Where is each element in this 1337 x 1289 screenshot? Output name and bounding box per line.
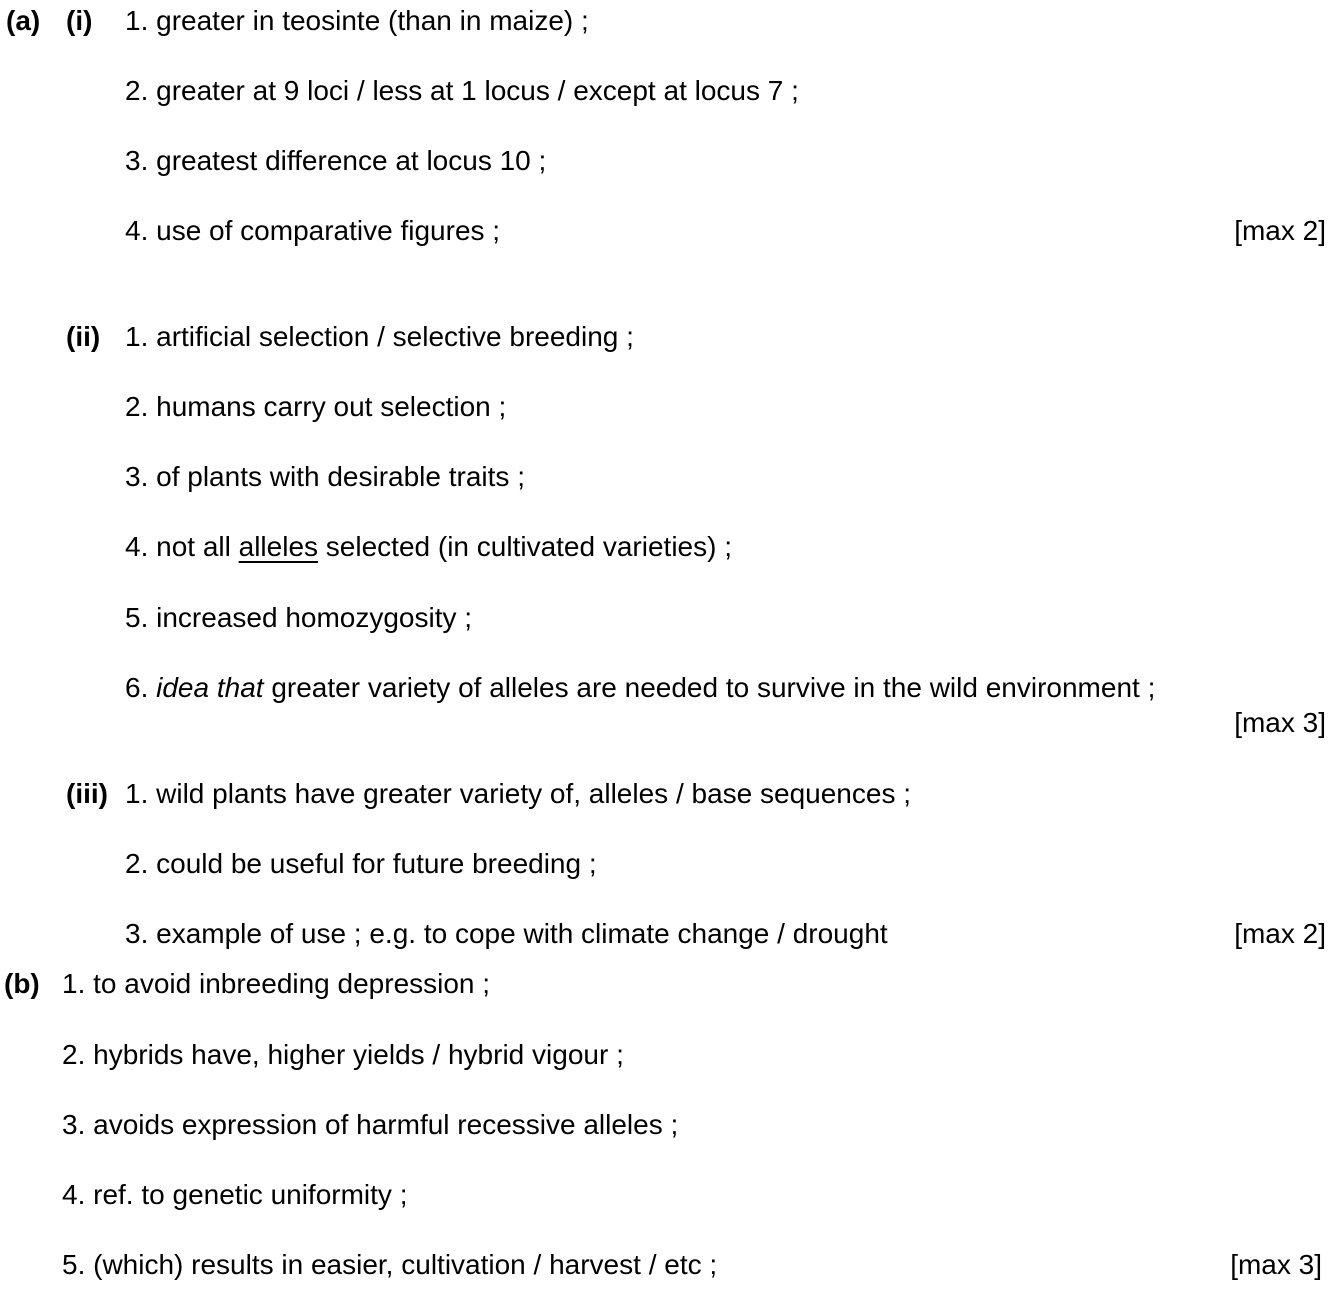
b-item-2: 2. hybrids have, higher yields / hybrid vigour ; [62,1039,624,1070]
subpart-iii-label: (iii) [66,778,108,809]
a-ii-item-4-underlined: alleles [238,531,319,562]
a-ii-item-6-suffix: greater variety of alleles are needed to survive in the wild environment ; [263,672,1156,703]
part-b-label: (b) [4,968,40,999]
b-item-4: 4. ref. to genetic uniformity ; [62,1179,408,1210]
a-ii-item-4-suffix: selected (in cultivated varieties) ; [318,531,732,562]
a-ii-item-4-prefix: 4. not all [125,531,239,562]
a-ii-item-6-italic: idea that [156,672,264,703]
a-ii-item-1: 1. artificial selection / selective breeding ; [125,321,634,352]
b-item-1: 1. to avoid inbreeding depression ; [62,968,491,999]
a-iii-item-1: 1. wild plants have greater variety of, alleles / base sequences ; [125,778,911,809]
b-item-5: 5. (which) results in easier, cultivation / harvest / etc ; [62,1249,718,1280]
subpart-ii-label: (ii) [66,321,101,352]
a-iii-marks: [max 2] [1234,918,1326,949]
b-item-3: 3. avoids expression of harmful recessive alleles ; [62,1109,679,1140]
a-i-item-3: 3. greatest difference at locus 10 ; [125,145,547,176]
a-ii-item-5: 5. increased homozygosity ; [125,602,473,633]
a-ii-item-2: 2. humans carry out selection ; [125,391,507,422]
a-i-item-1: 1. greater in teosinte (than in maize) ; [125,5,589,36]
a-iii-item-3: 3. example of use ; e.g. to cope with climate change / drought [125,918,888,949]
part-a-label: (a) [6,5,41,36]
a-ii-item-6-prefix: 6. [125,672,157,703]
a-iii-item-2: 2. could be useful for future breeding ; [125,848,597,879]
a-i-item-4: 4. use of comparative figures ; [125,215,501,246]
a-i-marks: [max 2] [1234,215,1326,246]
a-ii-marks: [max 3] [1234,707,1326,738]
a-i-item-2: 2. greater at 9 loci / less at 1 locus / except at locus 7 ; [125,75,799,106]
subpart-i-label: (i) [66,5,93,36]
b-marks: [max 3] [1230,1249,1322,1280]
a-ii-item-4 [125,533,732,561]
a-ii-item-6 [125,674,1155,702]
a-ii-item-3: 3. of plants with desirable traits ; [125,461,525,492]
